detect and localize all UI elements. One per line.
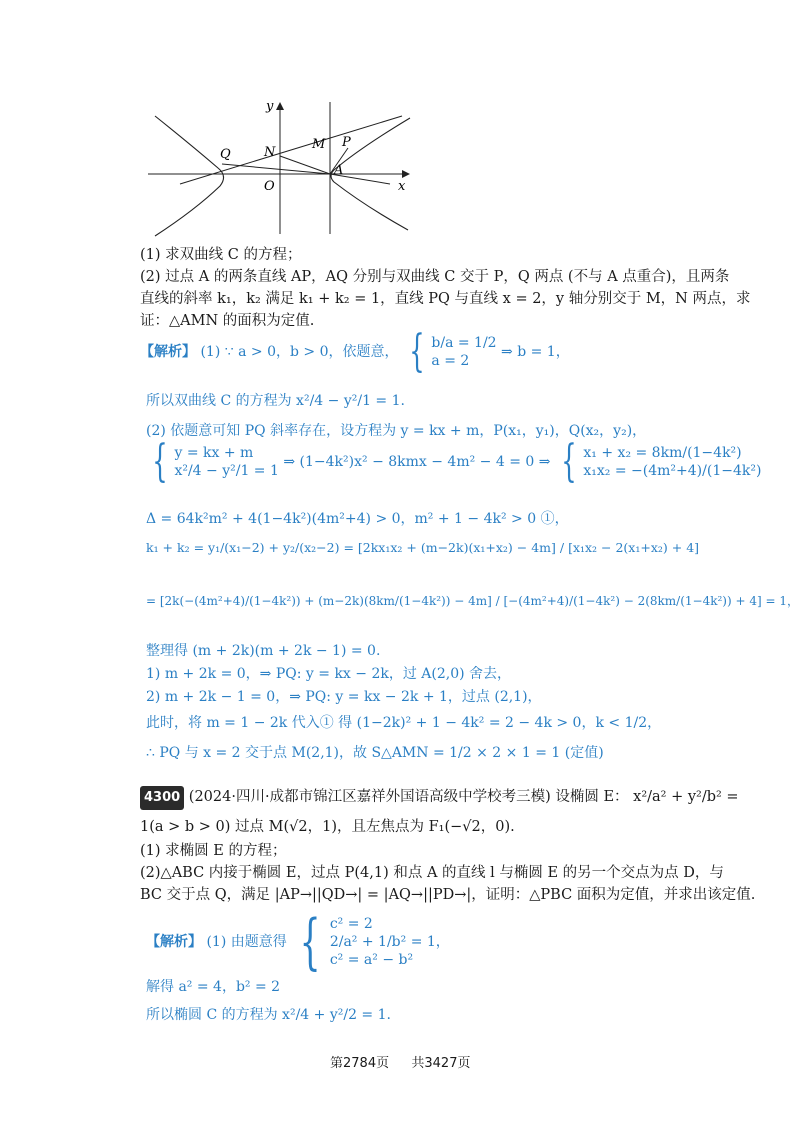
sys2-mid: ⇒ (1−4k²)x² − 8kmx − 4m² − 4 = 0 ⇒ (283, 454, 551, 470)
page-footer (330, 1052, 470, 1071)
sys1-b: a = 2 (431, 353, 470, 369)
page-number: 第2784页 (330, 1056, 390, 1071)
p2-sys-c: c² = a² − b² (329, 952, 414, 968)
sol2-line1: (2) 依题意可知 PQ 斜率存在，设方程为 y = kx + m，P(x₁，y₁)，Q(x₂，y₂)， (146, 423, 647, 439)
label-o: O (264, 179, 275, 194)
sys2-b: x²/4 − y²/1 = 1 (174, 463, 279, 479)
problem2-equation: x²/a² + y²/b² = (633, 789, 739, 805)
substitution-line: 此时，将 m = 1 − 2k 代入① 得 (1−2k)² + 1 − 4k² = 2 − 4k > 0，k < 1/2， (146, 715, 662, 731)
problem1-q2-line1: (2) 过点 A 的两条直线 AP，AQ 分别与双曲线 C 交于 P，Q 两点 (不与 A 点重合)，且两条 (140, 269, 730, 285)
problem2-solution-1: 【解析】 (1) 由题意得 { c² = 2 2/a² + 1/b² = 1， c² = a² − b² (146, 907, 450, 977)
label-n: N (264, 145, 276, 160)
sol2-system: { y = kx + m x²/4 − y²/1 = 1 ⇒ (1−4k²)x² − 8kmx − 4m² − 4 = 0 ⇒ { x₁ + x₂ = 8km/(1−4k²) x₁x₂ = −(4m²+4)/(1−4k²) (152, 436, 762, 487)
k-sum-line2: = [2k(−(4m²+4)/(1−4k²)) + (m−2k)(8km/(1−4k²)) − 4m] / [−(4m²+4)/(1−4k²) − 2(8km/(1−4k²)) + 4] = 1， (146, 594, 799, 608)
sol1-post: ⇒ b = 1， (501, 344, 570, 360)
line-aq (222, 164, 330, 174)
sol1-pre: (1) ∵ a > 0，b > 0，依题意， (200, 344, 399, 360)
problem1-q2-line3: 证：△AMN 的面积为定值. (140, 313, 315, 329)
total-pages: 共3427页 (411, 1056, 471, 1071)
problem2-source: (2024·四川·成都市锦江区嘉祥外国语高级中学校考三模) 设椭圆 E： (188, 789, 629, 805)
case2-line: 2) m + 2k − 1 = 0，⇒ PQ: y = kx − 2k + 1，过点 (2,1)， (146, 689, 542, 705)
p2-sol1-pre: (1) 由题意得 (206, 934, 287, 950)
p2-sys-b: 2/a² + 1/b² = 1， (329, 934, 450, 950)
p2-sys-a: c² = 2 (329, 916, 373, 932)
sys2-c: x₁ + x₂ = 8km/(1−4k²) (583, 445, 742, 461)
problem2-q2-line1: (2)△ABC 内接于椭圆 E，过点 P(4,1) 和点 A 的直线 l 与椭圆 E 的另一个交点为点 D，与 (140, 865, 724, 881)
problem2-q1: (1) 求椭圆 E 的方程； (140, 843, 287, 859)
hyperbola-figure (140, 98, 420, 238)
label-q: Q (220, 147, 231, 162)
simplify-line: 整理得 (m + 2k)(m + 2k − 1) = 0. (146, 643, 381, 659)
problem1-q1: (1) 求双曲线 C 的方程； (140, 247, 302, 263)
problem2-line2: 1(a > b > 0) 过点 M(√2，1)，且左焦点为 F₁(−√2，0). (140, 819, 515, 835)
problem1-q2-line2: 直线的斜率 k₁，k₂ 满足 k₁ + k₂ = 1，直线 PQ 与直线 x = 2，y 轴分别交于 M，N 两点，求 (140, 291, 751, 307)
sys1-a: b/a = 1/2 (431, 335, 497, 351)
case1-line: 1) m + 2k = 0，⇒ PQ: y = kx − 2k，过 A(2,0) 舍去， (146, 666, 512, 682)
problem2-q2-line2: BC 交于点 Q，满足 |AP→||QD→| = |AQ→||PD→|，证明：△PBC 面积为定值，并求出该定值. (140, 887, 756, 903)
label-p: P (342, 135, 351, 150)
x-axis-arrow (402, 170, 410, 178)
sys2-d: x₁x₂ = −(4m²+4)/(1−4k²) (583, 463, 762, 479)
hyperbola-left-branch (155, 116, 224, 236)
sys2-a: y = kx + m (174, 445, 254, 461)
solution-tag-2: 【解析】 (146, 934, 202, 950)
delta-line: Δ = 64k²m² + 4(1−4k²)(4m²+4) > 0，m² + 1 − 4k² > 0 ①， (146, 511, 569, 527)
problem2-header (140, 786, 739, 810)
problem1-solution-1: 【解析】 (1) ∵ a > 0，b > 0，依题意， { b/a = 1/2 a = 2 ⇒ b = 1， (140, 326, 570, 377)
y-axis-arrow (276, 102, 284, 110)
label-y: y (266, 99, 274, 114)
problem-number-badge: 4300 (140, 786, 184, 810)
label-m: M (312, 137, 326, 152)
label-a: A (334, 163, 344, 178)
solution-tag: 【解析】 (140, 344, 196, 360)
sol1-result: 所以双曲线 C 的方程为 x²/4 − y²/1 = 1. (146, 393, 405, 409)
p2-result2: 所以椭圆 C 的方程为 x²/4 + y²/2 = 1. (146, 1007, 391, 1023)
k-sum-line: k₁ + k₂ = y₁/(x₁−2) + y₂/(x₂−2) = [2kx₁x₂ + (m−2k)(x₁+x₂) − 4m] / [x₁x₂ − 2(x₁+x₂) + 4] (146, 540, 700, 555)
p2-result1: 解得 a² = 4，b² = 2 (146, 979, 281, 995)
final-line: ∴ PQ 与 x = 2 交于点 M(2,1)，故 S△AMN = 1/2 × 2 × 1 = 1 (定值) (146, 745, 604, 761)
label-x: x (398, 179, 406, 194)
